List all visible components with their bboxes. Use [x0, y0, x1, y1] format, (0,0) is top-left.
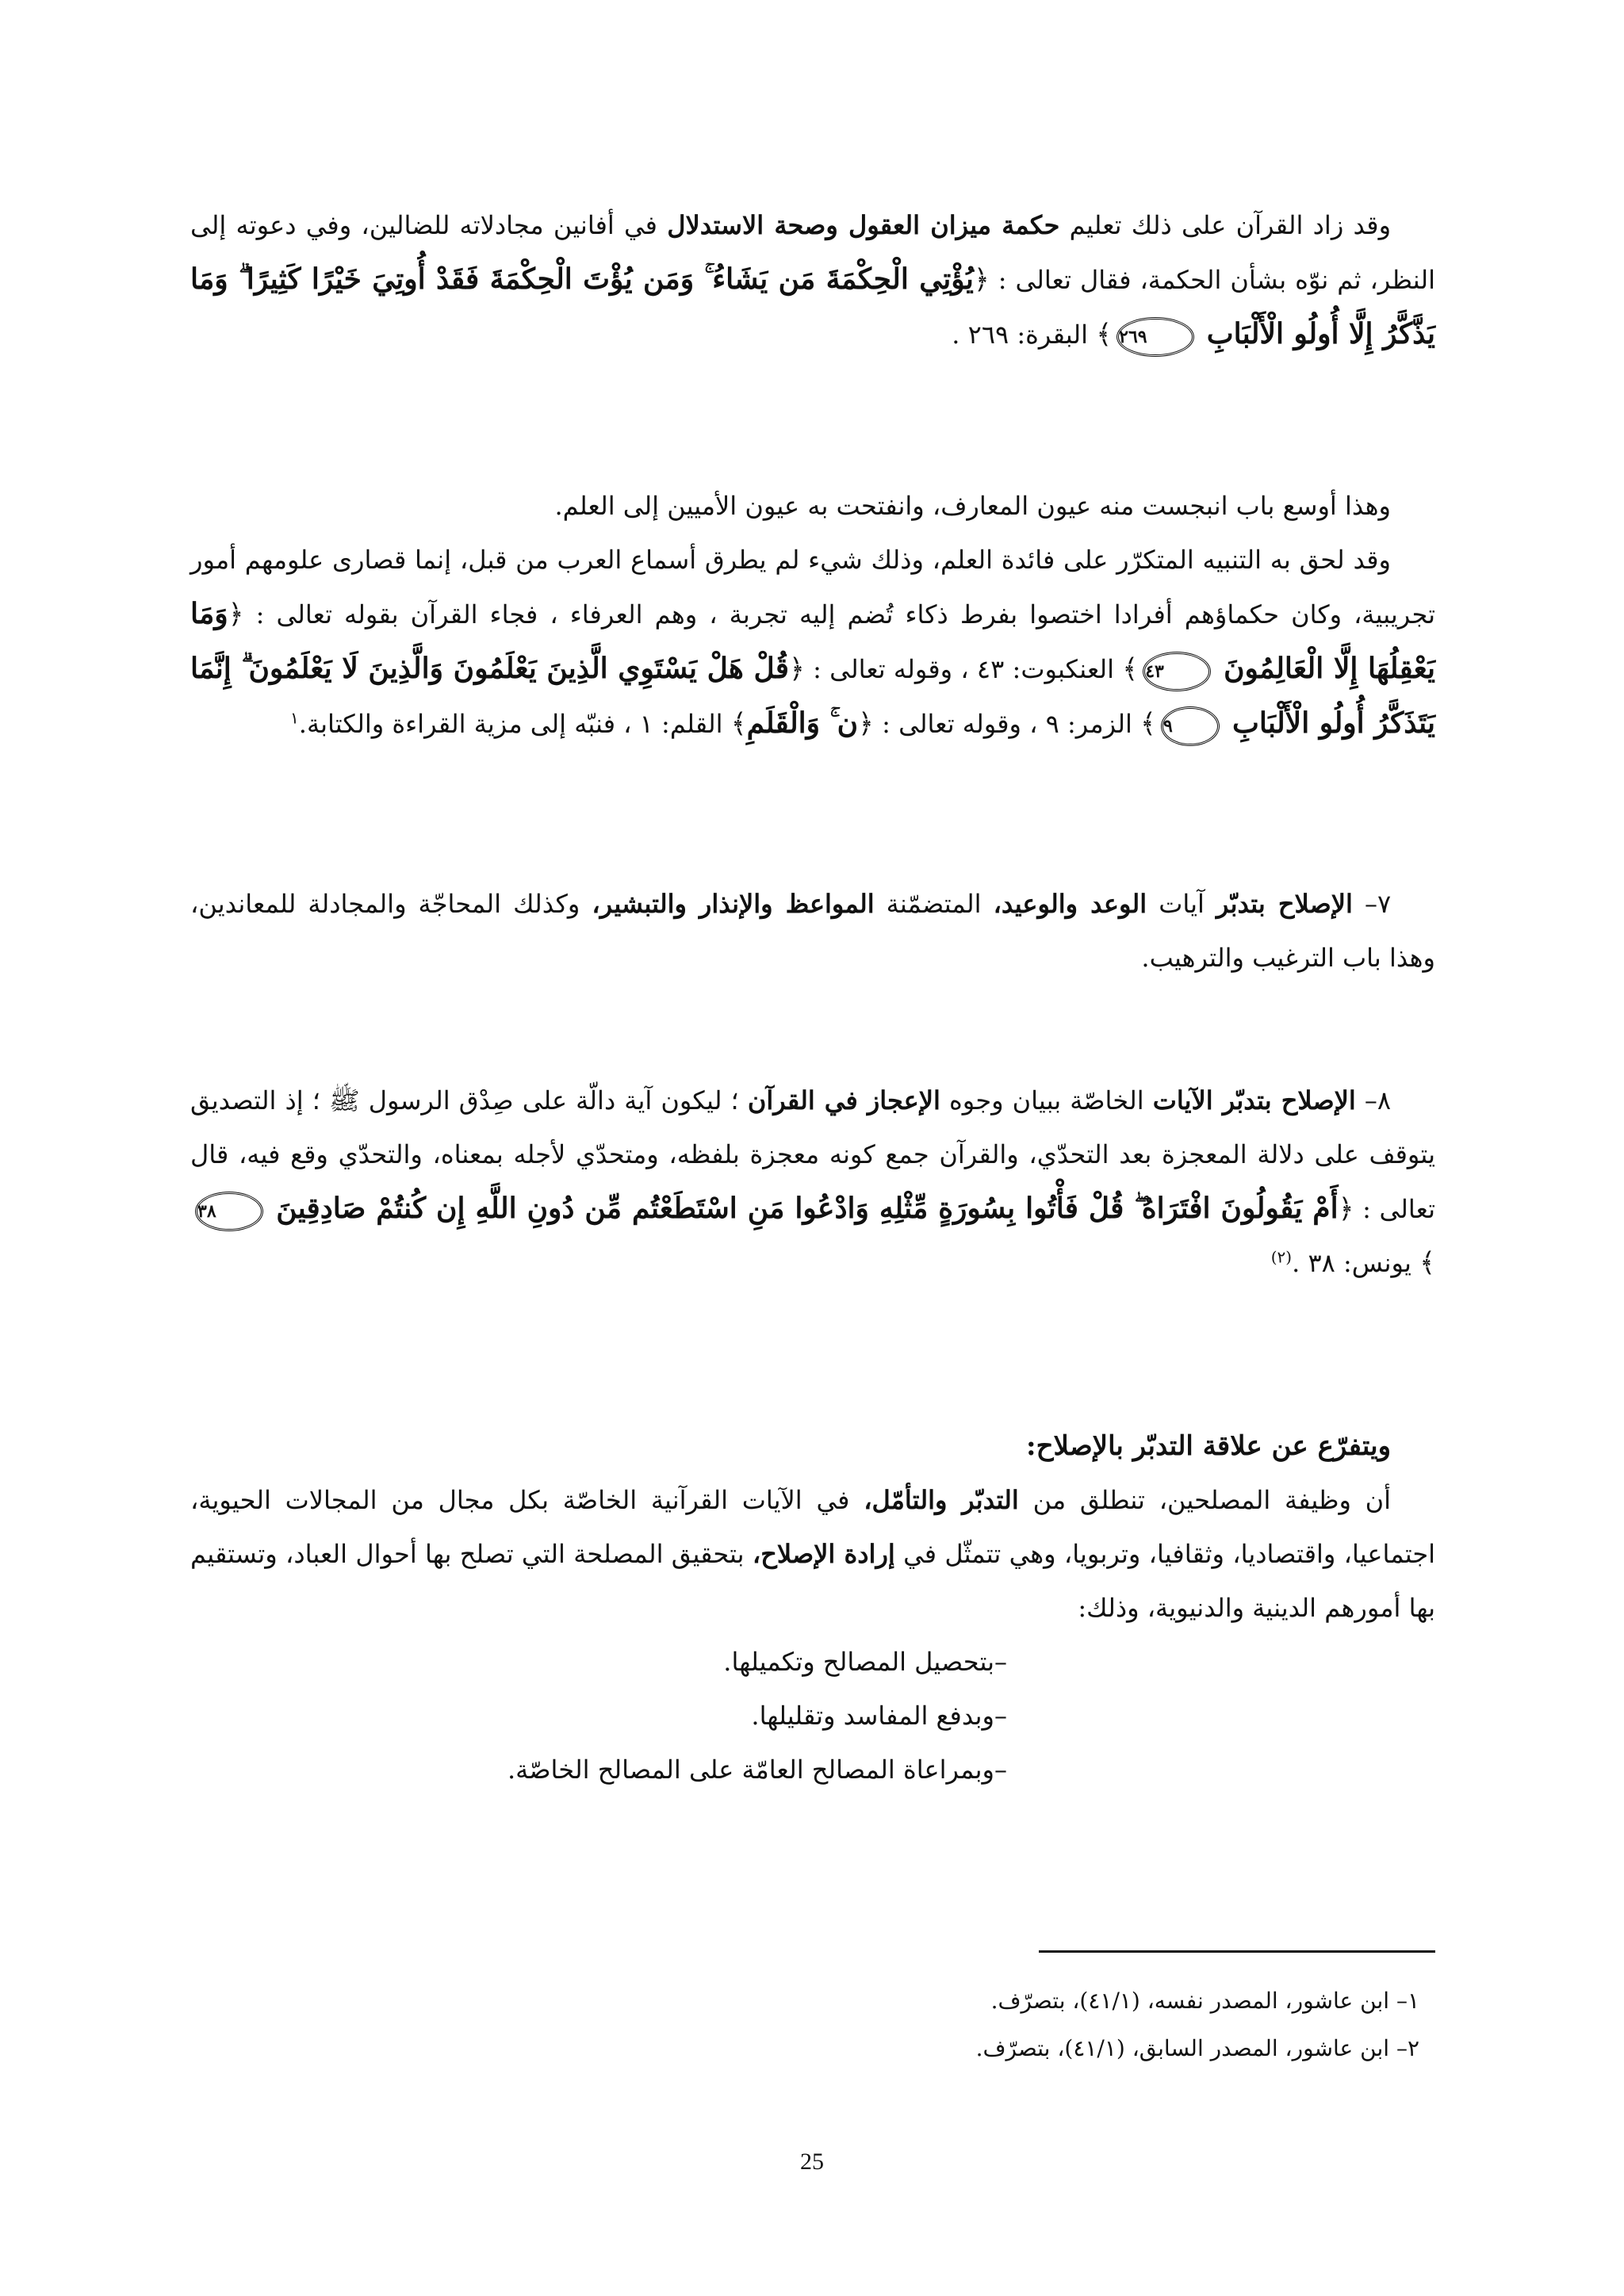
footnote-divider	[1039, 1950, 1435, 1953]
text: وقد لحق به التنبيه المتكرّر على فائدة العلم، وذلك شيء لم يطرق أسماع العرب من قبل، إنما قصارى علومهم أمور تجريبية، وكان حكماؤهم أفرادا اختصوا بفرط ذكاء تُضم إليه تجربة ، وهم العرفاء ، فجاء القرآن بقوله تعالى :	[190, 545, 1436, 629]
text: المتضمّنة	[886, 889, 982, 919]
bold-phrase: المواعظ والإنذار والتبشير،	[592, 889, 875, 919]
sentence: وهذا أوسع باب انبجست منه عيون المعارف، وانفتحت به عيون الأميين إلى العلم.	[554, 491, 1391, 521]
text: أن وظيفة المصلحين، تنطلق من	[1032, 1485, 1392, 1515]
ayah-number: ٢٦٩	[1116, 317, 1193, 357]
verse-reference: القلم: ١ ، فنبّه إلى مزية القراءة والكتابة.	[298, 709, 723, 739]
section-heading: ويتفرّع عن علاقة التدبّر بالإصلاح:	[1026, 1430, 1391, 1462]
paragraph-knowledge: وهذا أوسع باب انبجست منه عيون المعارف، وانفتحت به عيون الأميين إلى العلم. وقد لحق به التنبيه المتكرّر على فائدة العلم، وذلك شيء لم يطرق أسماع العرب من قبل، إنما قصارى علومهم أمور تجريبية، وكان حكماؤهم أفرادا اختصوا بفرط ذكاء تُضم إليه تجربة ، وهم العرفاء ، فجاء القرآن بقوله تعالى : ﴿وَمَا يَعْقِلُهَا إِلَّا الْعَالِمُونَ ٤٣﴾ العنكبوت: ٤٣ ، وقوله تعالى : ﴿قُلْ هَلْ يَسْتَوِي الَّذِينَ يَعْلَمُونَ وَالَّذِينَ لَا يَعْلَمُونَ ۗ إِنَّمَا يَتَذَكَّرُ أُولُو الْأَلْبَابِ ٩﴾ الزمر: ٩ ، وقوله تعالى : ﴿ن ۚ وَالْقَلَمِ﴾ القلم: ١ ، فنبّه إلى مزية القراءة والكتابة.$^١$	[190, 479, 1435, 751]
bold-phrase: التدبّر والتأمّل،	[864, 1485, 1019, 1515]
text: وقد زاد القرآن على ذلك تعليم	[1069, 210, 1392, 240]
text: الخاصّة ببيان وجوه	[949, 1085, 1144, 1115]
point-eight: ٨– الإصلاح بتدبّر الآيات الخاصّة ببيان وجوه الإعجاز في القرآن ؛ ليكون آية دالّة على صِدْق الرسول ﷺ ؛ إذ التصديق يتوقف على دلالة المعجزة بعد التحدّي، والقرآن جمع كونه معجزة بلفظه، ومتحدّي لأجله بمعناه، والتحدّي وقع فيه، قال تعالى : ﴿أَمْ يَقُولُونَ افْتَرَاهُ ۖ قُلْ فَأْتُوا بِسُورَةٍ مِّثْلِهِ وَادْعُوا مَنِ اسْتَطَعْتُم مِّن دُونِ اللَّهِ إِن كُنتُمْ صَادِقِينَ ٣٨﴾ يونس: ٣٨ .$^{(٢)}$	[190, 1085, 1436, 1279]
bold-phrase: الإصلاح بتدبّر	[1216, 889, 1353, 919]
point-seven	[190, 877, 1435, 985]
quran-verse: يُؤْتِي الْحِكْمَةَ مَن يَشَاءُ ۚ وَمَن يُؤْتَ الْحِكْمَةَ فَقَدْ أُوتِيَ خَيْرًا كَثِيرًا ۗ وَمَا يَذَّكَّرُ إِلَّا أُولُو الْأَلْبَابِ	[190, 262, 1435, 350]
text: في الآيات القرآنية الخاصّة بكل مجال من المجالات الحيوية، اجتماعيا، واقتصاديا، وثقافيا، وتربويا، وهي تتمثّل في	[190, 1485, 1436, 1569]
list-item: –وبدفع المفاسد وتقليلها.	[751, 1701, 1007, 1731]
footnote: ٢– ابن عاشور، المصدر السابق، (٤١/١)، بتصرّف.	[975, 2035, 1419, 2061]
point-number: ٧–	[1364, 889, 1392, 919]
list-item: –بتحصيل المصالح وتكميلها.	[723, 1647, 1007, 1677]
bold-phrase: الوعد والوعيد،	[993, 889, 1147, 919]
bold-phrase: الإصلاح بتدبّر الآيات	[1152, 1085, 1356, 1115]
section-relation	[190, 1419, 1435, 1797]
footnote: ١– ابن عاشور، المصدر نفسه، (٤١/١)، بتصرّف.	[990, 1988, 1419, 2014]
text: وكذلك المحاجّة والمجادلة للمعاندين، وهذا باب الترغيب والترهيب.	[190, 889, 1435, 973]
quran-verse: قُلْ هَلْ يَسْتَوِي الَّذِينَ يَعْلَمُونَ وَالَّذِينَ لَا يَعْلَمُونَ ۗ إِنَّمَا يَتَذَكَّرُ أُولُو الْأَلْبَابِ	[190, 652, 1435, 740]
text: آيات	[1159, 889, 1205, 919]
quran-verse: ن ۚ وَالْقَلَمِ	[746, 706, 859, 740]
verse-reference: العنكبوت: ٤٣ ، وقوله تعالى :	[813, 654, 1115, 684]
quran-verse: وَمَا يَعْقِلُهَا إِلَّا الْعَالِمُونَ	[190, 597, 1436, 685]
quran-verse: أَمْ يَقُولُونَ افْتَرَاهُ ۖ قُلْ فَأْتُوا بِسُورَةٍ مِّثْلِهِ وَادْعُوا مَنِ اسْتَطَعْتُم مِّن دُونِ اللَّهِ إِن كُنتُمْ صَادِقِينَ	[276, 1192, 1339, 1225]
text: بتحقيق المصلحة التي تصلح بها أحوال العباد، وتستقيم بها أمورهم الدينية والدنيوية، وذلك:	[190, 1539, 1435, 1623]
point-number: ٨–	[1364, 1085, 1392, 1115]
ayah-number: ٩	[1161, 706, 1220, 746]
text: ؛ ليكون آية دالّة على صِدْق الرسول ﷺ ؛ إذ التصديق يتوقف على دلالة المعجزة بعد التحدّي، والقرآن جمع كونه معجزة بلفظه، ومتحدّي لأجله بمعناه، والتحدّي وقع فيه، قال تعالى :	[190, 1085, 1436, 1224]
ayah-number: ٤٣	[1143, 652, 1211, 691]
ayah-number: ٣٨	[195, 1192, 263, 1231]
verse-reference: يونس: ٣٨ .	[1292, 1248, 1411, 1278]
verse-reference: الزمر: ٩ ، وقوله تعالى :	[882, 709, 1132, 739]
footnote-marker: (٢)	[1270, 1247, 1293, 1267]
verse-reference: البقرة: ٢٦٩ .	[952, 320, 1089, 350]
list-item: –وبمراعاة المصالح العامّة على المصالح الخاصّة.	[508, 1755, 1007, 1785]
page-number: 25	[800, 2149, 824, 2175]
bold-phrase: إرادة الإصلاح،	[752, 1539, 895, 1569]
footnotes	[190, 1977, 1435, 2072]
bold-phrase: الإعجاز في القرآن	[747, 1085, 940, 1115]
paragraph-wisdom: وقد زاد القرآن على ذلك تعليم حكمة ميزان العقول وصحة الاستدلال في أفانين مجادلاته للضالين، وفي دعوته إلى النظر، ثم نوّه بشأن الحكمة، فقال تعالى : ﴿يُؤْتِي الْحِكْمَةَ مَن يَشَاءُ ۚ وَمَن يُؤْتَ الْحِكْمَةَ فَقَدْ أُوتِيَ خَيْرًا كَثِيرًا ۗ وَمَا يَذَّكَّرُ إِلَّا أُولُو الْأَلْبَابِ ٢٦٩﴾ البقرة: ٢٦٩ .	[190, 198, 1435, 362]
text: في أفانين مجادلاته للضالين، وفي دعوته إلى النظر، ثم نوّه بشأن الحكمة، فقال تعالى :	[190, 210, 1436, 295]
bold-phrase: حكمة ميزان العقول وصحة الاستدلال	[667, 210, 1060, 240]
footnote-marker: ١	[290, 708, 299, 728]
